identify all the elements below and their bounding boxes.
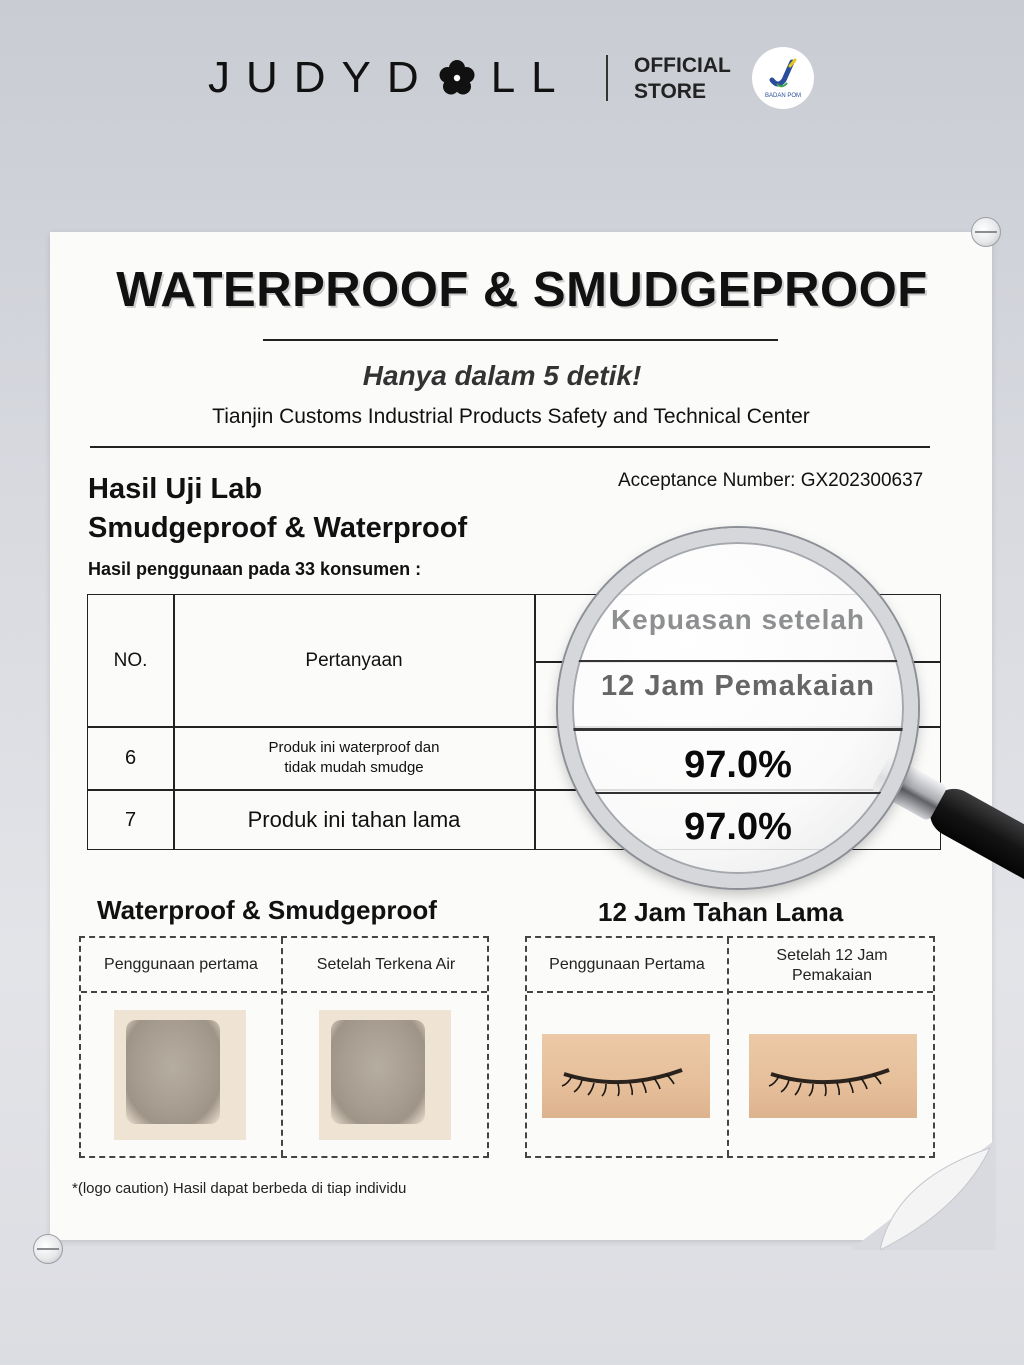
lab-center-name: Tianjin Customs Industrial Products Safety and Technical Center bbox=[212, 405, 810, 428]
table-row-6-no: 6 bbox=[124, 746, 137, 769]
longwear-after-label bbox=[729, 942, 935, 990]
page-curl-decoration bbox=[850, 1140, 995, 1250]
waterproof-after-label: Setelah Terkena Air bbox=[316, 955, 456, 973]
longwear-section-title: 12 Jam Tahan Lama bbox=[598, 897, 844, 927]
acceptance-number: Acceptance Number: GX202300637 bbox=[618, 470, 924, 491]
page-title: WATERPROOF & SMUDGEPROOF bbox=[116, 263, 928, 317]
bpom-badge-icon bbox=[752, 47, 814, 109]
table-row-6-result: 97.0% bbox=[684, 744, 792, 786]
lab-title-line-2: Smudgeproof & Waterproof bbox=[88, 512, 468, 544]
swatch-after-water-image bbox=[319, 1010, 451, 1140]
official-store-label bbox=[634, 53, 731, 105]
longwear-comparison-panel bbox=[525, 936, 935, 1158]
table-header-no: NO. bbox=[113, 649, 148, 671]
brand-text-end: LL bbox=[490, 53, 572, 102]
waterproof-section-title: Waterproof & Smudgeproof bbox=[97, 895, 437, 925]
waterproof-comparison-panel bbox=[79, 936, 489, 1158]
question-line-1: Produk ini waterproof dan bbox=[268, 739, 440, 756]
bpom-badge-text: BADAN POM bbox=[764, 92, 801, 99]
magnifier-icon bbox=[558, 528, 918, 888]
title-divider bbox=[263, 339, 778, 341]
longwear-after-label-line-2: Pemakaian bbox=[791, 967, 873, 984]
table-header-satisfaction-line-1: Kepuasan setelah bbox=[610, 604, 866, 635]
store-line-2: STORE bbox=[634, 80, 706, 103]
respondent-count: Hasil penggunaan pada 33 konsumen : bbox=[88, 559, 422, 579]
lab-title-line-1: Hasil Uji Lab bbox=[88, 473, 263, 505]
table-row-6-question bbox=[174, 727, 534, 789]
disclaimer-note: *(logo caution) Hasil dapat berbeda di tiap individu bbox=[72, 1180, 407, 1197]
waterproof-before-label: Penggunaan pertama bbox=[104, 955, 258, 973]
table-row-7-question: Produk ini tahan lama bbox=[247, 807, 461, 832]
eye-after-12h-image bbox=[749, 1034, 917, 1118]
table-header-question: Pertanyaan bbox=[305, 649, 403, 671]
lab-result-heading bbox=[88, 470, 467, 548]
longwear-after-label-line-1: Setelah 12 Jam bbox=[776, 947, 888, 964]
swatch-before-image bbox=[114, 1010, 246, 1140]
header-divider bbox=[606, 55, 608, 101]
brand-logo bbox=[208, 52, 572, 104]
eye-before-image bbox=[542, 1034, 710, 1118]
pin-icon bbox=[33, 1234, 63, 1264]
store-line-1: OFFICIAL bbox=[634, 54, 731, 77]
section-divider bbox=[90, 446, 930, 448]
tagline: Hanya dalam 5 detik! bbox=[362, 360, 642, 391]
question-line-2: tidak mudah smudge bbox=[284, 759, 424, 776]
brand-text-start: JUDYD bbox=[208, 53, 435, 102]
flower-logo-icon bbox=[437, 58, 477, 98]
pin-icon bbox=[971, 217, 1001, 247]
table-header-satisfaction-line-2: 12 Jam Pemakaian bbox=[601, 670, 875, 702]
table-row-7-no: 7 bbox=[124, 808, 137, 831]
table-row-7-result: 97.0% bbox=[684, 806, 792, 848]
longwear-before-label: Penggunaan Pertama bbox=[549, 955, 705, 973]
